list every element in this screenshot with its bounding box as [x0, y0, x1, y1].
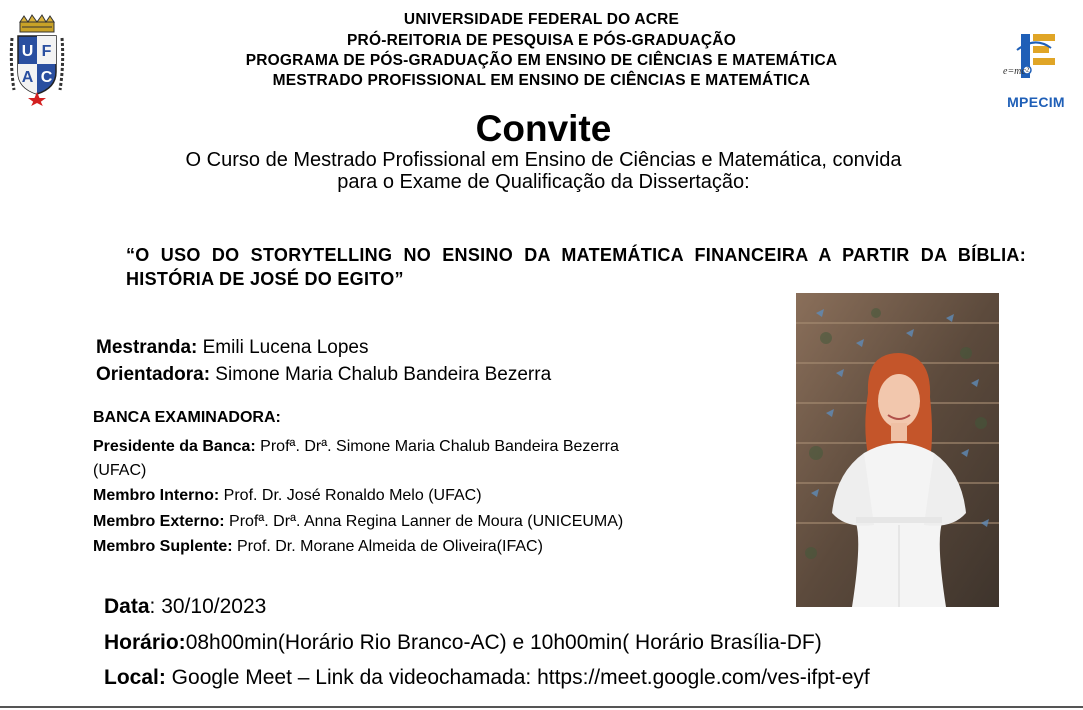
candidate-photo [796, 293, 999, 607]
time-value: 08h00min(Horário Rio Branco-AC) e 10h00min( Horário Brasília-DF) [185, 631, 822, 654]
header-line-1: UNIVERSIDADE FEDERAL DO ACRE [403, 11, 680, 28]
banca-member-president-inst [93, 460, 146, 482]
banca-member-suplente [93, 536, 543, 558]
header-line-4: MESTRADO PROFISSIONAL EM ENSINO DE CIÊNCIAS E MATEMÁTICA [272, 72, 811, 89]
mestranda-label: Mestranda: [96, 337, 198, 358]
header-line-3: PROGRAMA DE PÓS-GRADUAÇÃO EM ENSINO DE CIÊNCIAS E MATEMÁTICA [245, 52, 838, 69]
time-line [104, 629, 822, 657]
ufac-letter-c: C [40, 69, 53, 86]
location-label: Local: [104, 666, 166, 689]
mpecim-logo [995, 30, 1077, 114]
banca-member-label: Membro Externo: [93, 513, 225, 530]
banca-title: BANCA EXAMINADORA: [93, 409, 281, 426]
page-title: Convite [475, 108, 612, 149]
banca-member-interno [93, 485, 482, 507]
orientadora-value: Simone Maria Chalub Bandeira Bezerra [210, 364, 552, 385]
date-label: Data [104, 595, 150, 618]
ufac-letter-f: F [41, 43, 52, 60]
banca-member-value: Profª. Drª. Anna Regina Lanner de Moura (UNICEUMA) [224, 513, 624, 530]
intro-line-2: para o Exame de Qualificação da Dissertação: [337, 171, 750, 193]
thesis-title: “O USO DO STORYTELLING NO ENSINO DA MATEMÁTICA FINANCEIRA A PARTIR DA BÍBLIA: HISTÓRIA DE JOSÉ DO EGITO” [126, 245, 1026, 289]
banca-member-label: Membro Suplente: [93, 538, 233, 555]
banca-member-value: (UFAC) [93, 462, 147, 479]
location-line [104, 664, 870, 692]
banca-member-label: Presidente da Banca: [93, 438, 256, 455]
orientadora-label: Orientadora: [96, 364, 211, 385]
banca-member-label: Membro Interno: [93, 487, 220, 504]
intro-line-1: O Curso de Mestrado Profissional em Ensino de Ciências e Matemática, convida [185, 149, 902, 171]
mestranda-value: Emili Lucena Lopes [197, 337, 369, 358]
banca-member-value: Profª. Drª. Simone Maria Chalub Bandeira Bezerra [255, 438, 619, 455]
ufac-letter-a: A [21, 69, 34, 86]
mpecim-label: MPECIM [1007, 94, 1065, 110]
date-line [104, 593, 266, 621]
bottom-divider [0, 706, 1083, 708]
banca-member-value: Prof. Dr. José Ronaldo Melo (UFAC) [219, 487, 482, 504]
banca-member-value: Prof. Dr. Morane Almeida de Oliveira(IFAC) [232, 538, 543, 555]
mestranda-line [96, 336, 368, 360]
date-value: : 30/10/2023 [149, 595, 267, 618]
header-line-2: PRÓ-REITORIA DE PESQUISA E PÓS-GRADUAÇÃO [347, 32, 736, 49]
banca-member-externo [93, 511, 623, 533]
location-value[interactable]: Google Meet – Link da videochamada: https://meet.google.com/ves-ifpt-eyf [165, 666, 870, 689]
time-label: Horário: [104, 631, 186, 654]
red-star-icon [28, 92, 46, 106]
orientadora-line [96, 363, 551, 387]
ufac-letter-u: U [21, 43, 34, 60]
logo-formula: e=mc² [1003, 66, 1029, 77]
banca-member-president [93, 436, 619, 458]
